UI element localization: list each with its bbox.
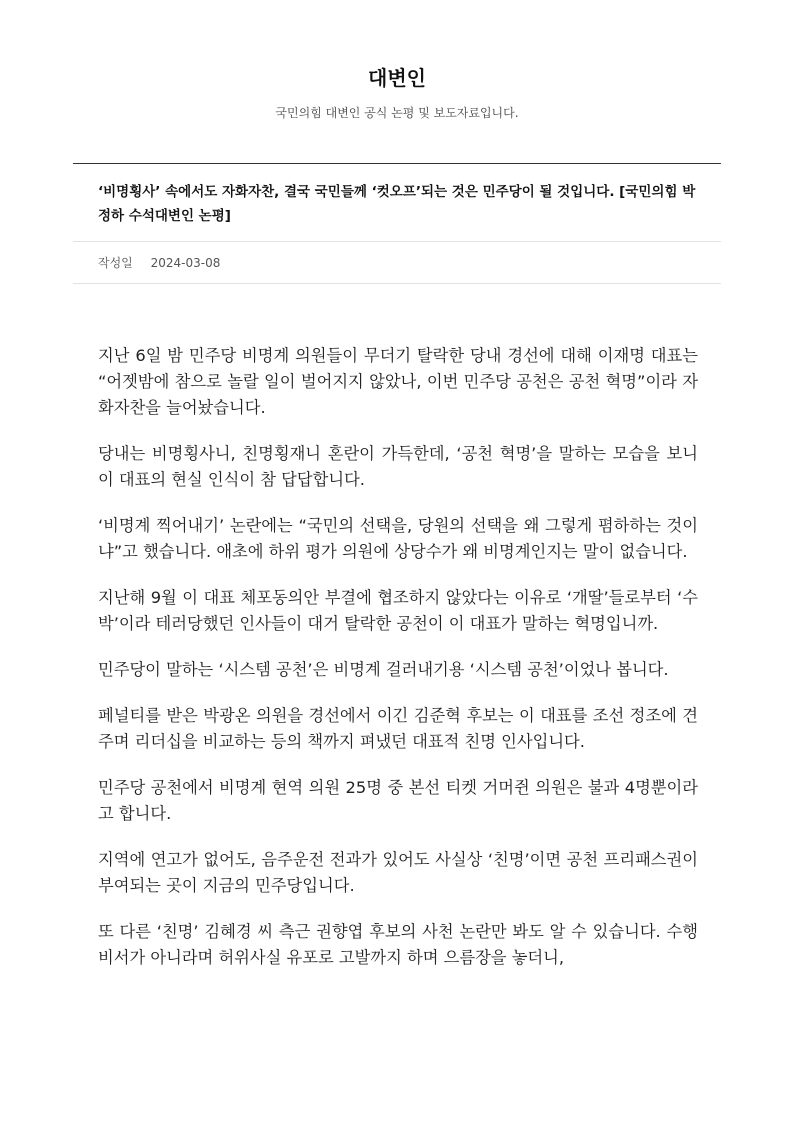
body-paragraph: 당내는 비명횡사니, 친명횡재니 혼란이 가득한데, ‘공천 혁명’을 말하는 모습을 보니 이 대표의 현실 인식이 참 답답합니다. [98,444,698,489]
site-subtitle: 국민의힘 대변인 공식 논평 및 보도자료입니다. [275,106,519,120]
body-paragraph: 지역에 연고가 없어도, 음주운전 전과가 있어도 사실상 ‘친명’이면 공천 프리패스권이 부여되는 곳이 지금의 민주당입니다. [98,850,698,895]
body-paragraph: ‘비명계 찍어내기’ 논란에는 “국민의 선택을, 당원의 선택을 왜 그렇게 폄하하는 것이냐”고 했습니다. 애초에 하위 평가 의원에 상당수가 왜 비명계인지는 말이 없습니다. [98,516,698,561]
body-paragraph: 지난 6일 밤 민주당 비명계 의원들이 무더기 탈락한 당내 경선에 대해 이재명 대표는 “어젯밤에 참으로 놀랄 일이 벌어지지 않았나, 이번 민주당 공천은 공천 혁명”이라 자화자찬을 늘어놨습니다. [98,346,698,417]
body-paragraph: 페널티를 받은 박광온 의원을 경선에서 이긴 김준혁 후보는 이 대표를 조선 정조에 견주며 리더십을 비교하는 등의 책까지 펴냈던 대표적 친명 인사입니다. [98,706,698,751]
post-title: ‘비명횡사’ 속에서도 자화자찬, 결국 국민들께 ‘컷오프’되는 것은 민주당이 될 것입니다. [국민의힘 박정하 수석대변인 논평] [98,184,696,224]
title-divider [73,241,721,242]
header-divider [73,163,721,164]
date-label: 작성일 [98,256,133,270]
post-date: 2024-03-08 [150,256,221,270]
site-title[interactable]: 대변인 [368,66,426,90]
body-paragraph: 또 다른 ‘친명’ 김혜경 씨 측근 권향엽 후보의 사천 논란만 봐도 알 수 있습니다. 수행비서가 아니라며 허위사실 유포로 고발까지 하며 으름장을 놓더니, [98,922,698,967]
body-paragraph: 민주당 공천에서 비명계 현역 의원 25명 중 본선 티켓 거머쥔 의원은 불과 4명뿐이라고 합니다. [98,778,698,823]
article-body [98,343,698,1123]
meta-divider [73,283,721,284]
body-paragraph: 민주당이 말하는 ‘시스템 공천’은 비명계 걸러내기용 ‘시스템 공천’이었나 봅니다. [98,660,669,679]
post-meta [98,254,220,271]
body-paragraph: 지난해 9월 이 대표 체포동의안 부결에 협조하지 않았다는 이유로 ‘개딸’들로부터 ‘수박’이라 테러당했던 인사들이 대거 탈락한 공천이 이 대표가 말하는 혁명입니까. [98,588,698,633]
